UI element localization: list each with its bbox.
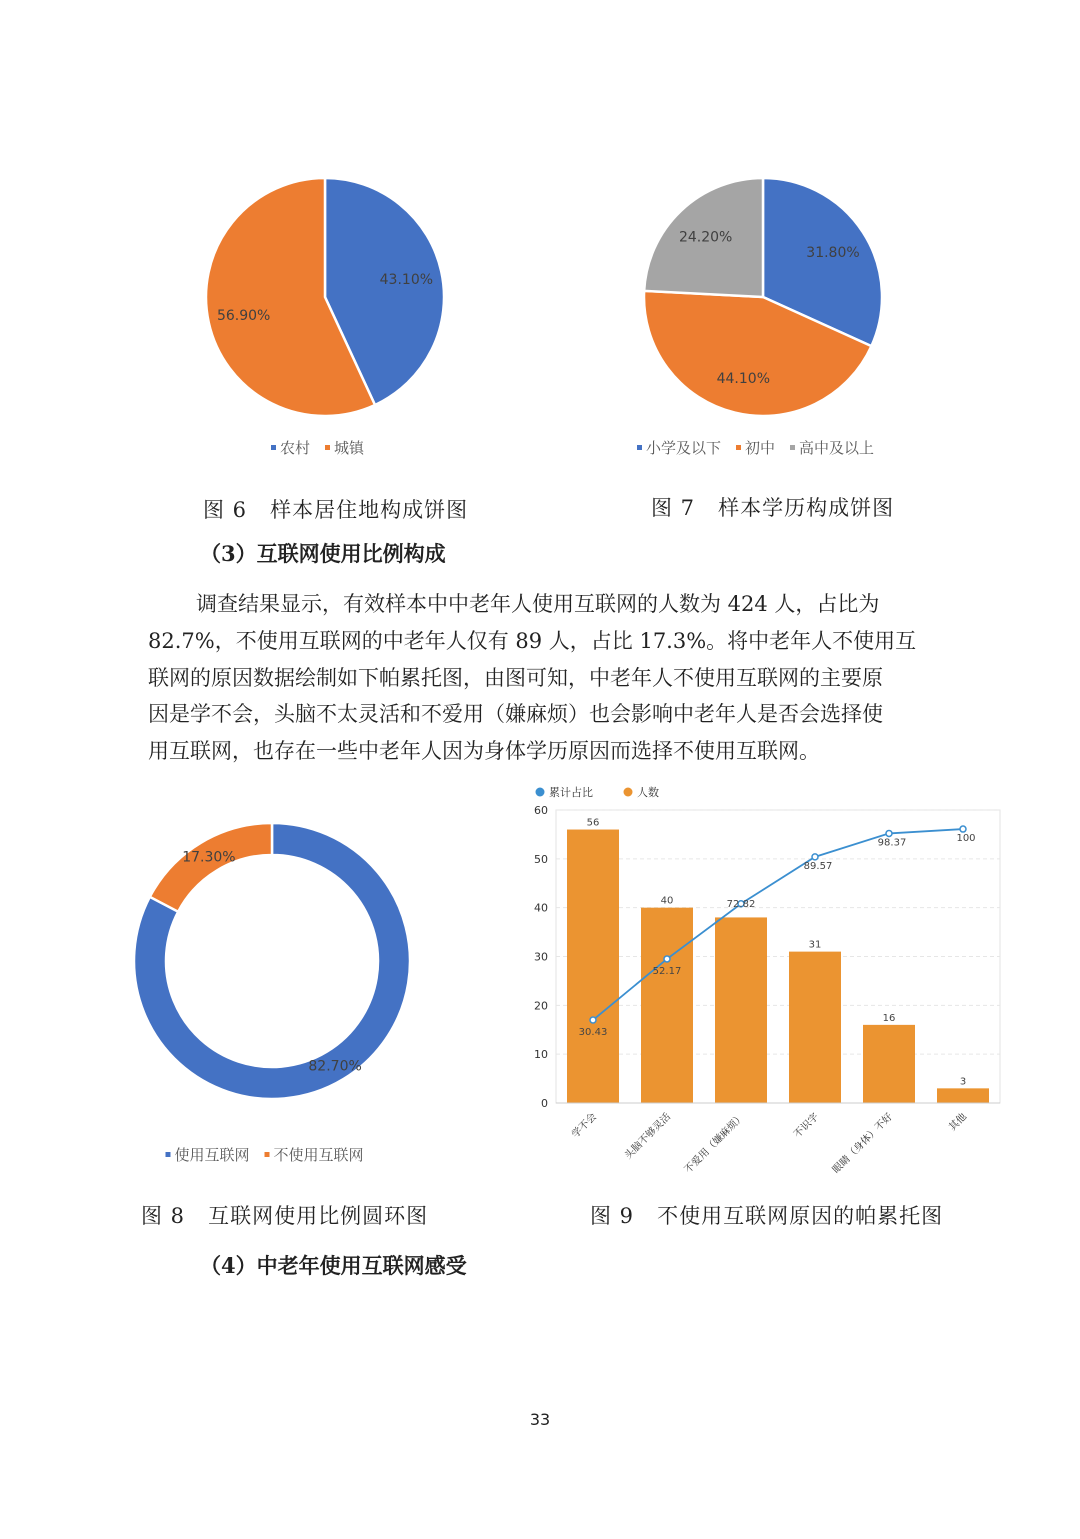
figure-6-label: 图 6	[203, 498, 248, 522]
bar-value-label-2: 40	[660, 895, 674, 907]
figure-9-title: 不使用互联网原因的帕累托图	[657, 1204, 944, 1228]
x-tick-label-1: 学不会	[570, 1111, 600, 1141]
legend-marker-2	[624, 788, 633, 797]
cumulative-point-6	[960, 826, 966, 832]
cumulative-label-3: 72.82	[726, 898, 756, 910]
x-tick-label-3: 不爱用（嫌麻烦）	[682, 1111, 748, 1176]
bar-3	[715, 917, 767, 1103]
legend-swatch-2	[265, 1152, 270, 1157]
figure-9-label: 图 9	[590, 1204, 635, 1228]
y-tick-10: 10	[534, 1048, 548, 1062]
figure-8-title: 互联网使用比例圆环图	[208, 1204, 429, 1228]
bar-4	[789, 952, 841, 1103]
cumulative-label-4: 89.57	[803, 860, 833, 872]
y-tick-40: 40	[534, 901, 548, 915]
slice-label-1: 31.80%	[806, 244, 860, 261]
y-tick-50: 50	[534, 852, 548, 866]
paragraph-line-1: 调查结果显示，有效样本中中老年人使用互联网的人数为 424 人，占比为	[196, 592, 880, 616]
legend-label-1: 使用互联网	[174, 1146, 250, 1164]
body-paragraph	[148, 586, 948, 770]
legend-label-2: 城镇	[334, 439, 365, 457]
figure-8-label: 图 8	[141, 1204, 186, 1228]
slice-label-1: 43.10%	[379, 272, 434, 289]
bar-value-label-4: 31	[808, 939, 822, 951]
slice-label-2: 56.90%	[216, 307, 271, 324]
cumulative-point-2	[664, 956, 670, 962]
legend-label-1: 小学及以下	[646, 439, 722, 457]
legend-label-1: 农村	[280, 439, 311, 457]
slice-label-2: 44.10%	[716, 370, 771, 387]
figure-8-caption	[141, 1200, 428, 1230]
cumulative-label-6: 100	[956, 833, 976, 845]
paragraph-line-4: 因是学不会，头脑不太灵活和不爱用（嫌麻烦）也会影响中老年人是否会选择使	[148, 702, 883, 727]
figure-7-caption	[651, 492, 894, 522]
bar-2	[641, 908, 693, 1103]
legend-swatch-1	[637, 445, 642, 450]
bar-1	[567, 830, 619, 1103]
internet-usage-doughnut-chart	[120, 810, 430, 1180]
y-tick-60: 60	[534, 804, 548, 817]
figure-7-title: 样本学历构成饼图	[718, 496, 895, 520]
cumulative-point-5	[886, 830, 892, 836]
x-tick-label-4: 不识字	[792, 1111, 822, 1141]
legend-label-1: 累计占比	[549, 786, 593, 799]
figure-7-label: 图 7	[651, 496, 696, 520]
y-tick-20: 20	[534, 999, 548, 1013]
legend-swatch-1	[271, 445, 276, 450]
paragraph-line-2: 82.7%，不使用互联网的中老年人仅有 89 人，占比 17.3%。将中老年人不使用互	[148, 628, 917, 653]
paragraph-line-3: 联网的原因数据绘制如下帕累托图，由图可知，中老年人不使用互联网的主要原	[148, 665, 883, 690]
figure-6-title: 样本居住地构成饼图	[270, 498, 469, 522]
residence-pie-chart	[190, 140, 470, 480]
figure-9-caption	[590, 1200, 943, 1230]
legend-swatch-2	[736, 445, 741, 450]
cumulative-label-1: 30.43	[578, 1026, 608, 1038]
section-4-heading: （4）中老年使用互联网感受	[200, 1253, 467, 1278]
legend-swatch-3	[790, 445, 795, 450]
slice-label-3: 24.20%	[678, 229, 733, 246]
slice-label-1: 82.70%	[308, 1058, 362, 1075]
y-tick-0: 0	[541, 1097, 548, 1110]
cumulative-point-1	[590, 1017, 596, 1023]
legend-label-2: 不使用互联网	[273, 1146, 364, 1164]
x-tick-label-5: 眼睛（身体）不好	[830, 1111, 896, 1176]
x-tick-label-2: 头脑不够灵活	[622, 1111, 674, 1162]
bar-value-label-5: 16	[882, 1012, 896, 1024]
cumulative-label-2: 52.17	[652, 965, 682, 977]
pareto-chart	[520, 775, 1020, 1195]
bar-5	[863, 1025, 915, 1103]
x-tick-label-6: 其他	[947, 1111, 970, 1134]
cumulative-label-5: 98.37	[877, 837, 907, 849]
slice-label-2: 17.30%	[182, 849, 236, 866]
section-3-heading: （3）互联网使用比例构成	[200, 541, 446, 566]
cumulative-point-4	[812, 854, 818, 860]
legend-swatch-2	[325, 445, 330, 450]
legend-swatch-1	[166, 1152, 171, 1157]
figure-6-caption	[203, 494, 468, 524]
y-tick-30: 30	[534, 950, 548, 964]
slice-2	[150, 823, 272, 912]
page-number: 33	[529, 1410, 551, 1429]
paragraph-line-5: 用互联网，也存在一些中老年人因为身体学历原因而选择不使用互联网。	[148, 739, 820, 764]
legend-label-2: 人数	[637, 786, 659, 799]
bar-value-label-1: 56	[586, 817, 600, 829]
bar-6	[937, 1088, 989, 1103]
legend-marker-1	[536, 788, 545, 797]
legend-label-2: 初中	[745, 439, 776, 457]
bar-value-label-6: 3	[959, 1076, 967, 1088]
education-pie-chart	[610, 140, 930, 480]
legend-label-3: 高中及以上	[799, 439, 875, 457]
